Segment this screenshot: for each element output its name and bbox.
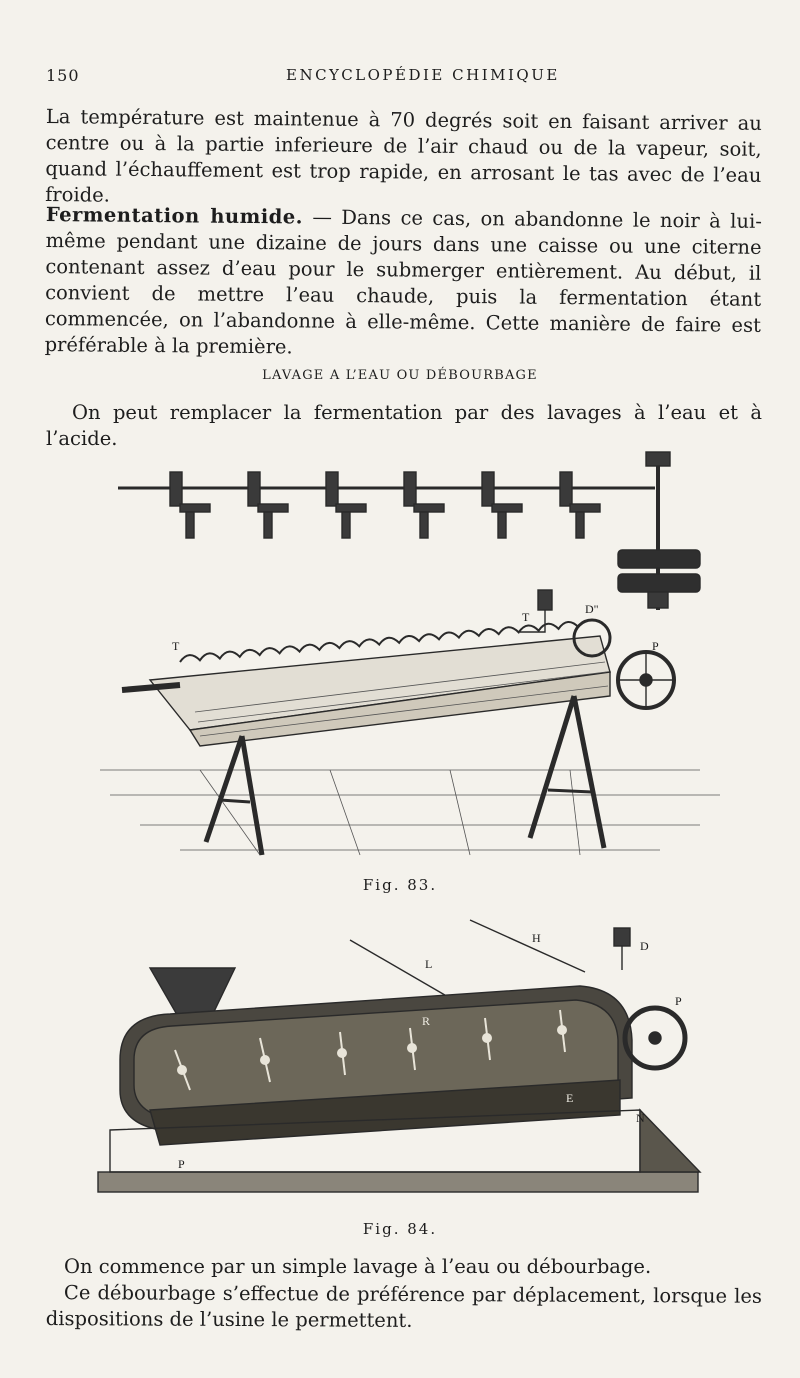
section-title: LAVAGE A L’EAU OU DÉBOURBAGE [262, 368, 538, 383]
label-H: H [532, 931, 541, 945]
label-T-left: T [172, 639, 180, 653]
figure-84-engraving [0, 910, 800, 1210]
label-P: P [652, 639, 659, 653]
figure-83-engraving [0, 440, 800, 880]
paragraph-debourbage: On commence par un simple lavage à l’eau ou débourbage. [64, 1255, 652, 1278]
label-N: N [636, 1111, 645, 1125]
label-D: D [640, 939, 649, 953]
paragraph-fermentation-humide [45, 202, 762, 365]
floor-tiles [100, 770, 720, 855]
label-D: D" [585, 602, 599, 616]
label-T-top: T [522, 610, 530, 624]
label-L: L [425, 957, 433, 971]
label-P-bottom: P [178, 1157, 185, 1171]
figure-84 [0, 910, 800, 1210]
label-E: E [566, 1091, 574, 1105]
caption-fig-83: Fig. 83. [362, 876, 438, 894]
run-in-heading: Fermentation humide. [45, 202, 304, 229]
label-P-top: P [675, 994, 682, 1008]
paragraph-deplacement: Ce débourbage s’effectue de préférence par déplacement, lorsque les dispositions de l’usine le permettent. [45, 1281, 762, 1332]
paragraph-temperature: La température est maintenue à 70 degrés soit en faisant arriver au centre ou à la partie inferieure de l’air chaud ou de la vapeur, soit, quand l’échauffement est trop rapide, en arrosant le tas avec de l’eau froide. [45, 104, 762, 207]
page-header [46, 66, 754, 86]
page-number: 150 [46, 66, 80, 85]
figure-83 [0, 440, 800, 880]
upper-stirrers [170, 472, 600, 538]
label-R: R [422, 1014, 431, 1028]
paragraph-lavages: On peut remplacer la fermentation par des lavages à l’eau et à l’acide. [46, 401, 762, 450]
caption-fig-84: Fig. 84. [362, 1220, 438, 1238]
running-head: ENCYCLOPÉDIE CHIMIQUE [286, 66, 560, 84]
paragraph-fermentation-body: — Dans ce cas, on abandonne le noir à lui-même pendant une dizaine de jours dans une caisse ou une citerne contenant assez d’eau pour le submerger entièrement. Au début, il convient de mettre l’eau chaude, puis la fermentation étant commencée, on l’abandonne à elle-même. Cette manière de faire est préférable à la première. [44, 205, 762, 359]
